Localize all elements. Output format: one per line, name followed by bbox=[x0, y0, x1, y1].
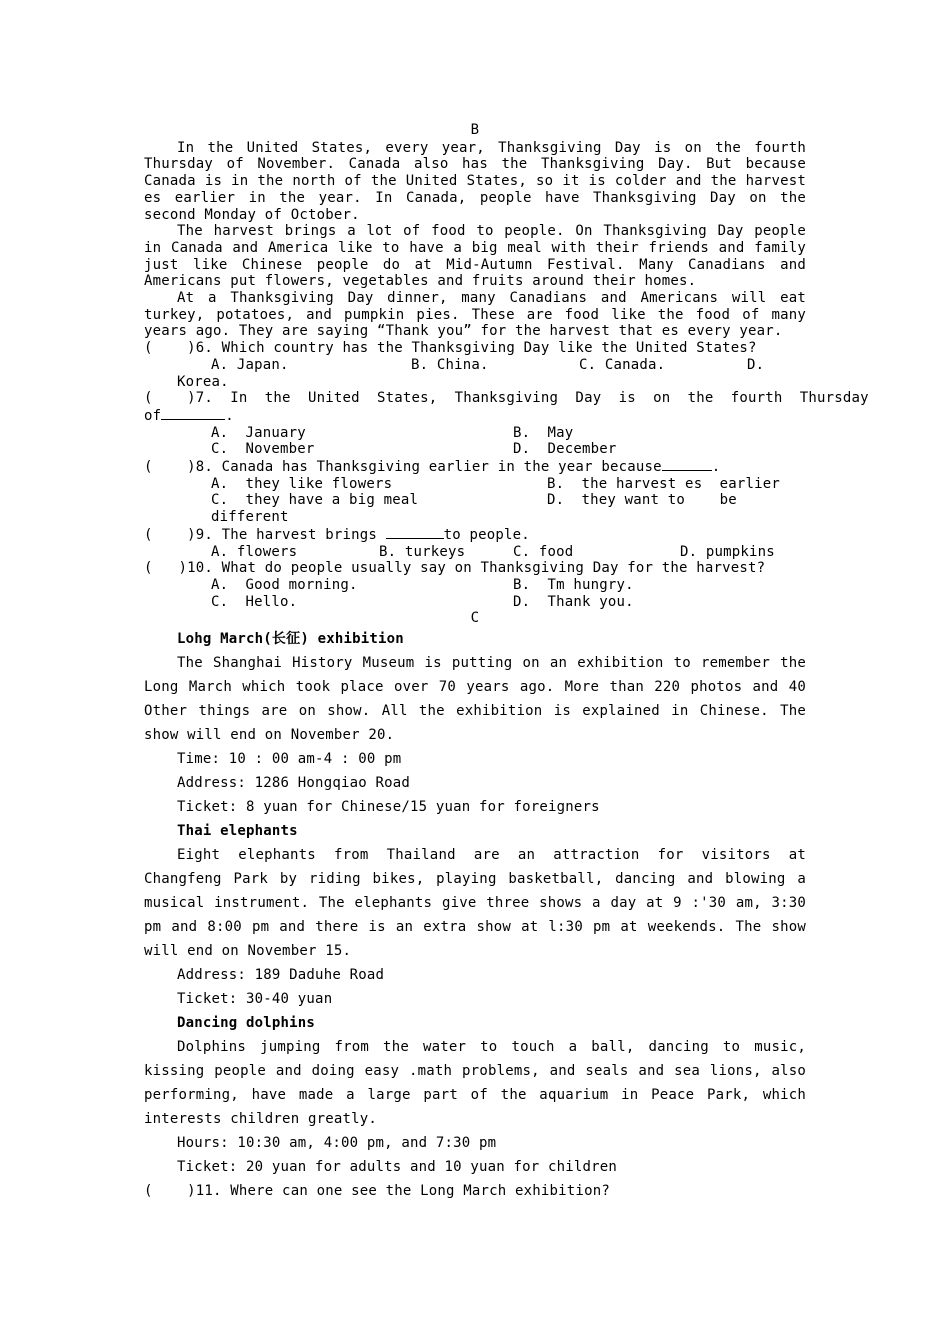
question-8-stem: ( )8. Canada has Thanksgiving earlier in the year because bbox=[144, 459, 662, 476]
question-9-stem-end: to people. bbox=[443, 526, 530, 543]
question-6-option-d-text: Korea. bbox=[177, 373, 229, 390]
elephants-address: Address: 189 Daduhe Road bbox=[177, 967, 385, 984]
question-10-option-a: A. Good morning. bbox=[211, 576, 358, 593]
answer-blank-9 bbox=[386, 526, 444, 539]
question-9-option-d: D. pumpkins bbox=[680, 543, 775, 560]
passage-b-paragraph-3: At a Thanksgiving Day dinner, many Canadians and Americans will eat turkey, potatoes, and pumpkin pies. These are food like the food of many years ago. They are saying “Thank you” for the harvest that es every year. bbox=[144, 290, 806, 340]
answer-blank-7 bbox=[161, 407, 225, 420]
long-march-ticket: Ticket: 8 yuan for Chinese/15 yuan for foreigners bbox=[177, 799, 600, 816]
long-march-body: The Shanghai History Museum is putting on an exhibition to remember the Long March which took place over 70 years ago. More than 220 photos and 40 Other things are on show. All the exhibition is explained in Chinese. The show will end on November 20. bbox=[144, 655, 806, 744]
question-9-stem-line bbox=[144, 526, 806, 544]
long-march-heading: Lohg March(长征) exhibition bbox=[177, 631, 404, 648]
question-11-stem: ( )11. Where can one see the Long March exhibition? bbox=[144, 1183, 610, 1200]
question-7-option-d: D. December bbox=[513, 441, 617, 458]
dolphins-heading: Dancing dolphins bbox=[177, 1015, 316, 1032]
question-6-option-d: D. bbox=[747, 356, 765, 373]
question-8-options-row-1 bbox=[144, 476, 806, 493]
elephants-body: Eight elephants from Thailand are an attraction for visitors at Changfeng Park by riding bikes, playing basketball, dancing and blowing a musical instrument. The elephants give three shows a day at 9 :'30 am, 3:30 pm and 8:00 pm and there is an extra show at l:30 pm at weekends. The show will end on November 15. bbox=[144, 847, 806, 960]
question-8-option-d-cont: different bbox=[211, 509, 289, 526]
question-8-option-a: A. they like flowers bbox=[211, 475, 393, 492]
question-6-option-a: A. Japan. bbox=[211, 356, 289, 373]
question-7-option-c: C. November bbox=[211, 441, 315, 458]
question-6-option-b: B. China. bbox=[411, 356, 489, 373]
question-7-stem-of: of bbox=[144, 407, 162, 424]
elephants-ticket: Ticket: 30-40 yuan bbox=[177, 991, 333, 1008]
question-6-option-c: C. Canada. bbox=[579, 356, 666, 373]
section-c-letter: C bbox=[470, 610, 480, 627]
question-6-options bbox=[144, 357, 806, 374]
long-march-time: Time: 10 : 00 am-4 : 00 pm bbox=[177, 751, 402, 768]
question-9-options bbox=[144, 544, 806, 561]
dolphins-body: Dolphins jumping from the water to touch a ball, dancing to music, kissing people and doing easy .math problems, and seals and sea lions, also performing, have made a large part of the aquarium in Peace Park, which interests children greatly. bbox=[144, 1039, 806, 1128]
passage-b-paragraph-2: The harvest brings a lot of food to people. On Thanksgiving Day people in Canada and America like to have a big meal with their friends and family just like Chinese people do at Mid-Autumn Festival. Many Canadians and Americans put flowers, vegetables and fruits around their homes. bbox=[144, 223, 806, 290]
worksheet-page bbox=[144, 122, 869, 1203]
question-7-options-row-1 bbox=[144, 425, 806, 442]
question-7-option-a: A. January bbox=[211, 424, 306, 441]
question-8-stem-line bbox=[144, 458, 806, 476]
question-9-option-c: C. food bbox=[513, 543, 574, 560]
question-8-options-row-2 bbox=[144, 492, 806, 509]
question-7-options-row-2 bbox=[144, 441, 806, 458]
question-9-stem: ( )9. The harvest brings bbox=[144, 526, 386, 543]
question-8-option-b: B. the harvest es earlier bbox=[547, 475, 780, 492]
question-8-option-c: C. they have a big meal bbox=[211, 492, 419, 509]
question-8-option-d: D. they want to be bbox=[547, 492, 737, 509]
question-10-option-b: B. Tm hungry. bbox=[513, 576, 634, 593]
elephants-heading: Thai elephants bbox=[177, 823, 298, 840]
question-9-option-b: B. turkeys bbox=[379, 543, 466, 560]
section-b-letter: B bbox=[470, 122, 480, 138]
question-10-option-d: D. Thank you. bbox=[513, 593, 634, 610]
long-march-address: Address: 1286 Hongqiao Road bbox=[177, 775, 410, 792]
question-10-option-c: C. Hello. bbox=[211, 593, 298, 610]
question-10-options-row-1 bbox=[144, 577, 806, 594]
question-10-options-row-2 bbox=[144, 594, 806, 611]
question-9-option-a: A. flowers bbox=[211, 543, 298, 560]
passage-b-paragraph-1: In the United States, every year, Thanksgiving Day is on the fourth Thursday of November. Canada also has the Thanksgiving Day. But because Canada is in the north of the United States, so it is colder and the harvest es earlier in the year. In Canada, people have Thanksgiving Day on the second Monday of October. bbox=[144, 139, 806, 223]
question-10-stem: ( )10. What do people usually say on Thanksgiving Day for the harvest? bbox=[144, 560, 766, 577]
question-6-stem: ( )6. Which country has the Thanksgiving Day like the United States? bbox=[144, 340, 757, 357]
question-7-stem: ( )7. In the United States, Thanksgiving Day is on the fourth Thursday bbox=[144, 390, 869, 407]
question-7-stem-end: . bbox=[225, 407, 234, 424]
dolphins-ticket: Ticket: 20 yuan for adults and 10 yuan for children bbox=[177, 1159, 618, 1176]
dolphins-hours: Hours: 10:30 am, 4:00 pm, and 7:30 pm bbox=[177, 1135, 497, 1152]
question-7-stem-cont bbox=[144, 407, 806, 425]
question-7-option-b: B. May bbox=[513, 424, 574, 441]
answer-blank-8 bbox=[662, 458, 712, 471]
question-8-stem-end: . bbox=[711, 459, 721, 476]
